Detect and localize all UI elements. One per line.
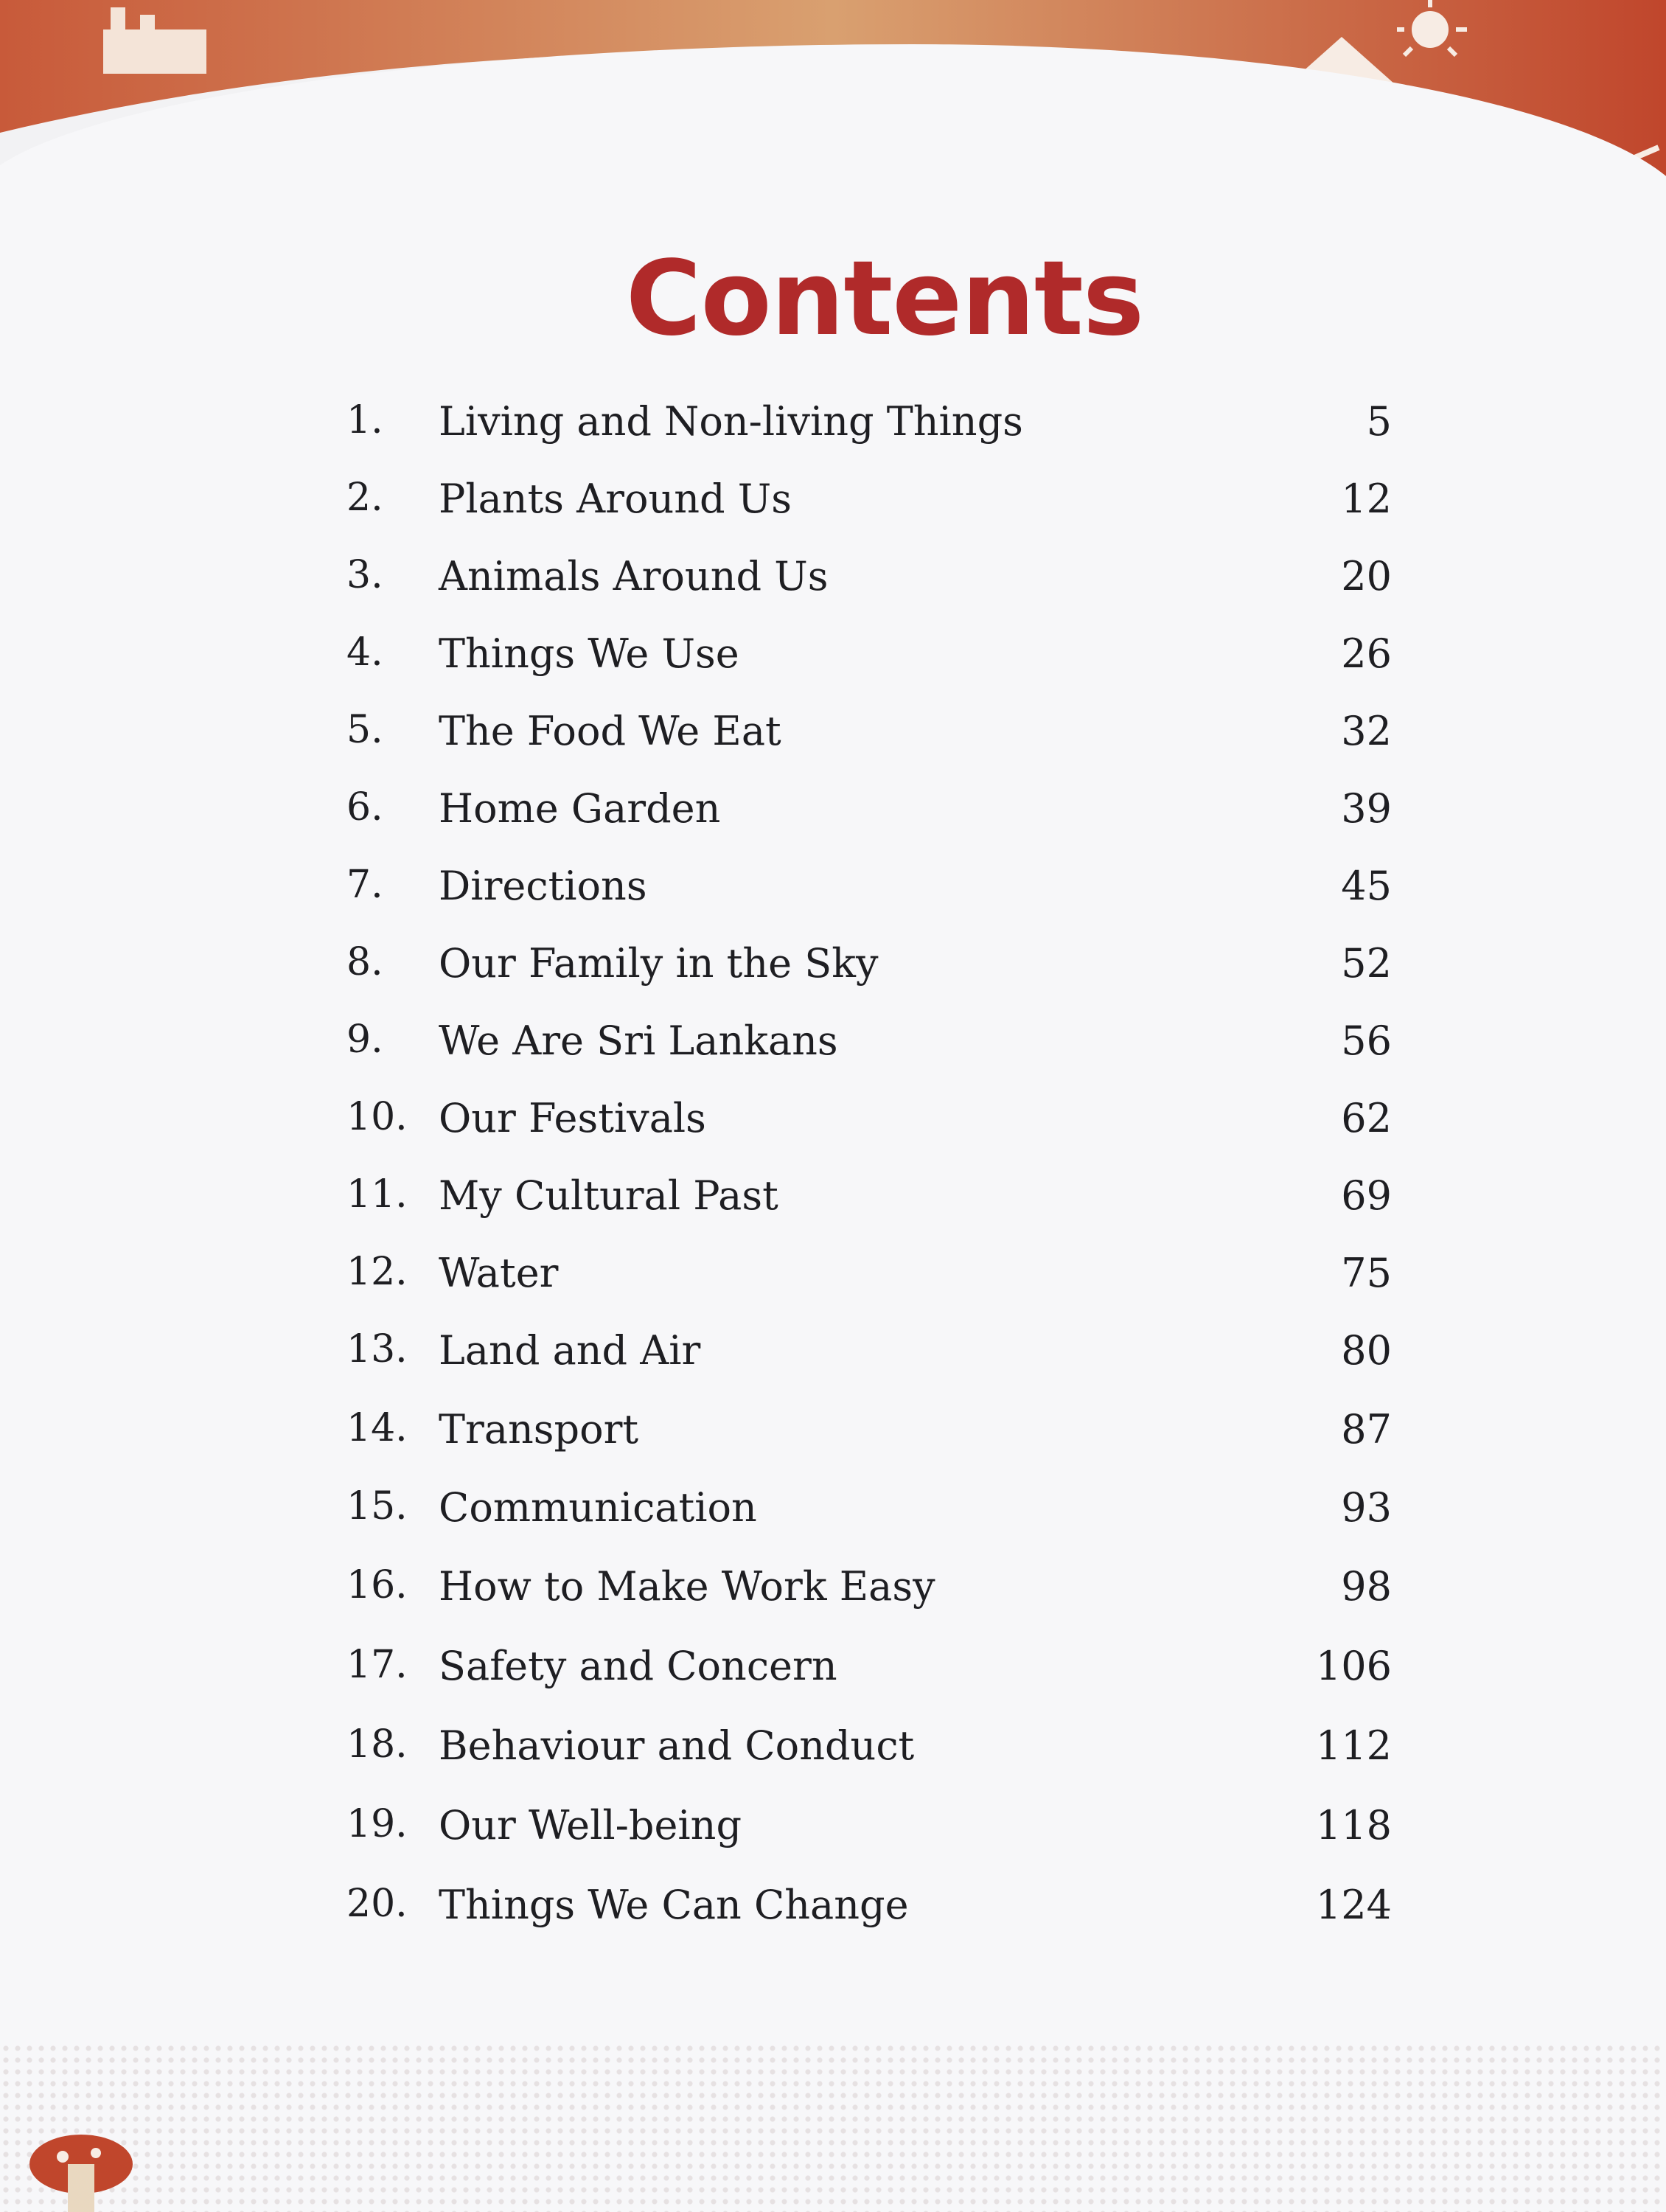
chapter-title: Our Festivals [439,1095,706,1141]
toc-entry [0,1882,1666,1948]
chapter-title: Animals Around Us [439,553,829,599]
page-number: 20 [1341,553,1392,599]
page-number: 118 [1315,1802,1392,1848]
chapter-number: 11. [346,1172,408,1217]
chapter-title: Safety and Concern [439,1643,837,1689]
page-number: 87 [1341,1406,1392,1453]
page-number: 45 [1341,863,1392,909]
chapter-number: 12. [346,1250,408,1294]
chapter-title: Communication [439,1484,757,1531]
page-number: 39 [1341,785,1392,832]
toc-entry [0,1250,1666,1316]
toc-entry [0,1802,1666,1868]
page-number: 12 [1341,476,1392,522]
page-title: Contents [625,238,1144,359]
toc-entry [0,553,1666,619]
chapter-number: 19. [346,1802,408,1846]
toc-entry [0,1643,1666,1709]
chapter-number: 5. [346,708,383,752]
chapter-title: Behaviour and Conduct [439,1722,915,1769]
toc-entry [0,785,1666,852]
toc-entry [0,1406,1666,1472]
chapter-title: My Cultural Past [439,1172,778,1219]
page-number: 62 [1341,1095,1392,1141]
chapter-number: 4. [346,630,383,675]
chapter-title: Things We Use [439,630,739,677]
chapter-number: 16. [346,1563,408,1607]
chapter-title: Living and Non-living Things [439,398,1023,445]
toc-entry [0,476,1666,542]
chapter-title: Plants Around Us [439,476,792,522]
chapter-number: 3. [346,553,383,597]
chapter-number: 2. [346,476,383,520]
page-number: 56 [1341,1018,1392,1064]
chapter-number: 9. [346,1018,383,1062]
chapter-title: Transport [439,1406,639,1453]
toc-entry [0,708,1666,774]
chapter-number: 18. [346,1722,408,1767]
chapter-number: 1. [346,398,383,442]
toc-entry [0,1484,1666,1551]
toc-entry [0,1095,1666,1161]
page-number: 93 [1341,1484,1392,1531]
chapter-title: Home Garden [439,785,721,832]
page-number: 124 [1315,1882,1392,1928]
chapter-number: 13. [346,1327,408,1371]
chapter-title: How to Make Work Easy [439,1563,935,1610]
page-number: 106 [1315,1643,1392,1689]
toc-entry [0,940,1666,1006]
chapter-number: 7. [346,863,383,907]
chapter-title: Our Family in the Sky [439,940,879,987]
toc-entry [0,398,1666,465]
toc-entry [0,1018,1666,1084]
toc-entry [0,1172,1666,1239]
dotted-footer-pattern [0,2042,1666,2212]
page-number: 52 [1341,940,1392,987]
chapter-number: 20. [346,1882,408,1926]
page-number: 80 [1341,1327,1392,1374]
toc-entry [0,1722,1666,1789]
chapter-title: Our Well-being [439,1802,742,1848]
toc-entry [0,863,1666,929]
toc-entry [0,1327,1666,1394]
chapter-number: 10. [346,1095,408,1139]
chapter-number: 8. [346,940,383,984]
page-number: 32 [1341,708,1392,754]
chapter-number: 6. [346,785,383,830]
page-number: 26 [1341,630,1392,677]
chapter-number: 14. [346,1406,408,1450]
chapter-title: Things We Can Change [439,1882,909,1928]
page-number: 69 [1341,1172,1392,1219]
chapter-title: The Food We Eat [439,708,781,754]
chapter-title: We Are Sri Lankans [439,1018,838,1064]
page-number: 98 [1341,1563,1392,1610]
page-number: 5 [1366,398,1392,445]
mushroom-icon [22,2124,140,2212]
toc-entry [0,630,1666,697]
chapter-title: Directions [439,863,647,909]
chapter-number: 17. [346,1643,408,1687]
toc-entry [0,1563,1666,1630]
chapter-title: Water [439,1250,559,1296]
page-number: 112 [1315,1722,1392,1769]
chapter-title: Land and Air [439,1327,701,1374]
page-number: 75 [1341,1250,1392,1296]
chapter-number: 15. [346,1484,408,1528]
